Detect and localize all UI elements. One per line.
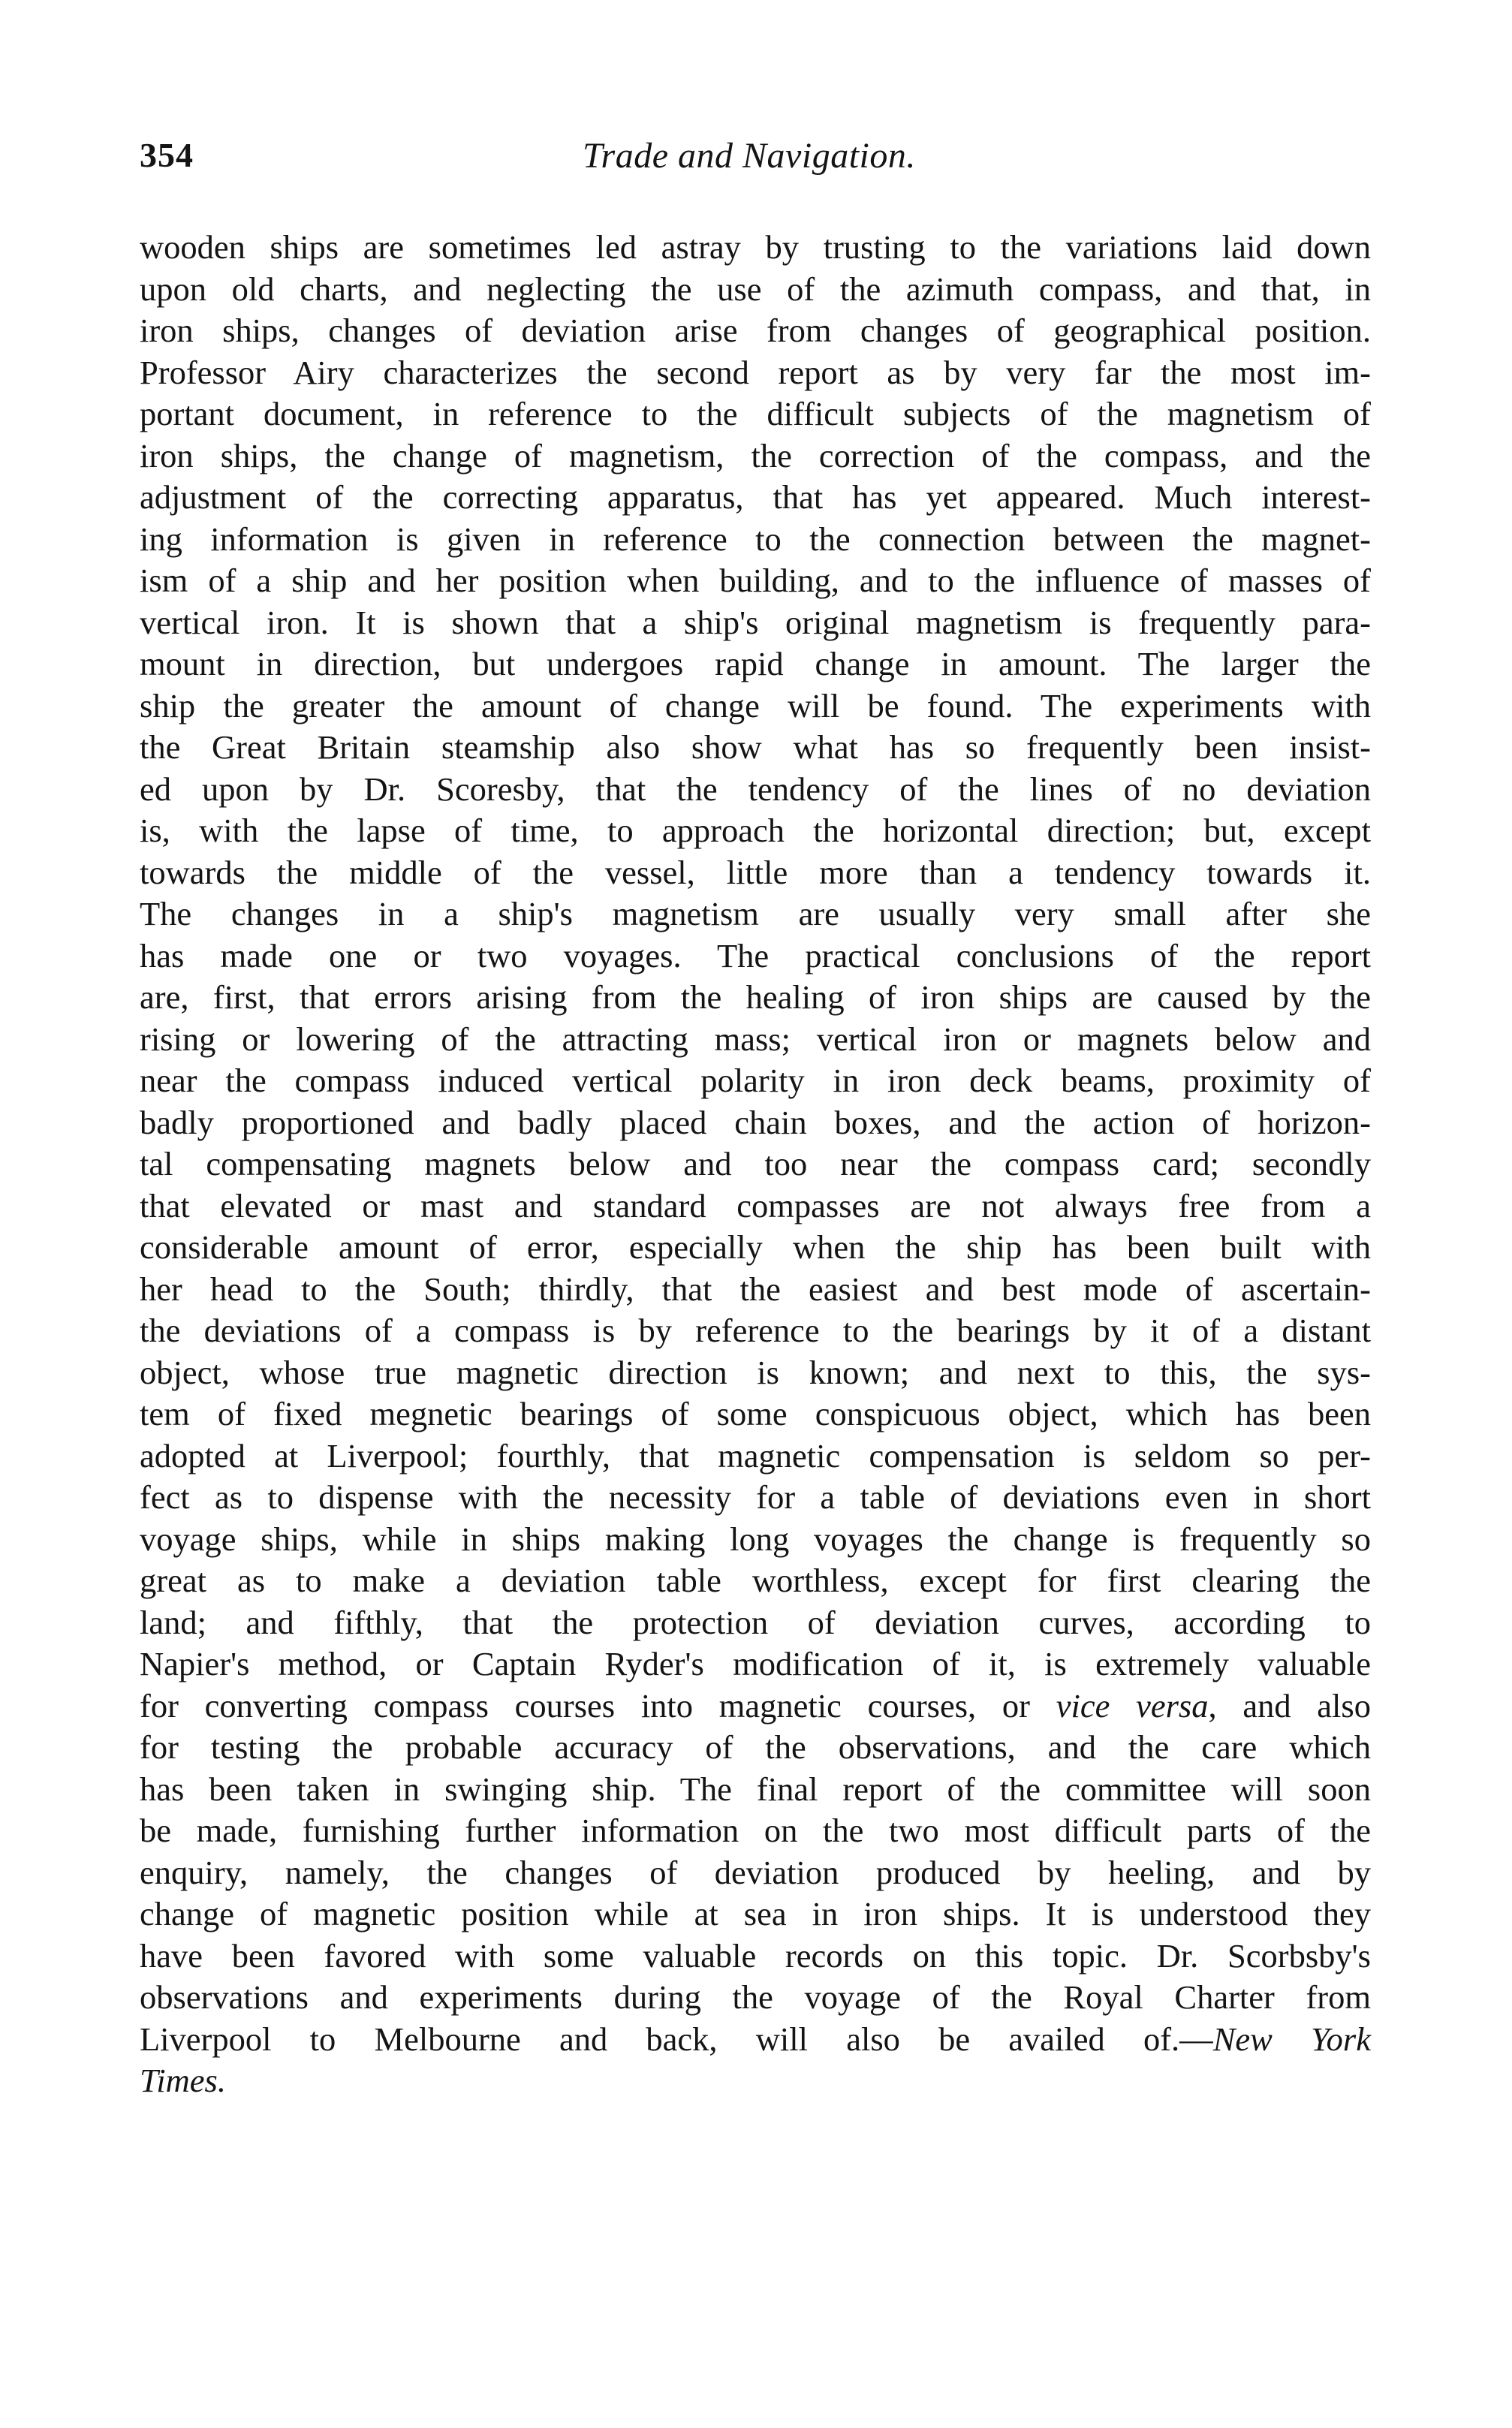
text-line: ship the greater the amount of change will be found. The experiments with (140, 686, 1371, 724)
text-line: Liverpool to Melbourne and back, will also be availed of.—New York (140, 2020, 1371, 2058)
italic-phrase: vice versa (1056, 1686, 1209, 1725)
text-line: the Great Britain steamship also show what has so frequently been insist- (140, 728, 1371, 766)
text-line: Napier's method, or Captain Ryder's modification of it, is extremely valuable (140, 1645, 1371, 1682)
text-line: near the compass induced vertical polarity in iron deck beams, proximity of (140, 1062, 1371, 1099)
text-line: change of magnetic position while at sea in iron ships. It is understood they (140, 1895, 1371, 1932)
italic-phrase: New York (1212, 2020, 1371, 2058)
text-line: iron ships, changes of deviation arise from changes of geographical position. (140, 312, 1371, 349)
page-number: 354 (140, 136, 194, 174)
text-line: are, first, that errors arising from the healing of iron ships are caused by the (140, 978, 1371, 1016)
text-line: for converting compass courses into magnetic courses, or vice versa, and also (140, 1686, 1371, 1725)
page-header (140, 135, 1371, 188)
text-line: fect as to dispense with the necessity for a table of deviations even in short (140, 1478, 1371, 1516)
text-line: for testing the probable accuracy of the observations, and the care which (140, 1728, 1371, 1766)
text-line: enquiry, namely, the changes of deviation produced by heeling, and by (140, 1853, 1371, 1891)
text-line: towards the middle of the vessel, little more than a tendency towards it. (140, 853, 1371, 891)
text-line: be made, furnishing further information on the two most difficult parts of the (140, 1812, 1371, 1849)
text-line: great as to make a deviation table worthless, except for first clearing the (140, 1562, 1371, 1599)
text-line: tal compensating magnets below and too near the compass card; secondly (140, 1145, 1371, 1182)
text-line: is, with the lapse of time, to approach the horizontal direction; but, except (140, 812, 1371, 849)
text-line: ing information is given in reference to the connection between the magnet- (140, 520, 1371, 558)
running-head: Trade and Navigation. (583, 136, 916, 176)
text-line: The changes in a ship's magnetism are usually very small after she (140, 895, 1371, 932)
text-line: her head to the South; thirdly, that the easiest and best mode of ascertain- (140, 1270, 1371, 1308)
text-line: ism of a ship and her position when building, and to the influence of masses of (140, 562, 1371, 599)
text-line: has made one or two voyages. The practical conclusions of the report (140, 936, 1371, 975)
text-line: ed upon by Dr. Scoresby, that the tendency of the lines of no deviation (140, 770, 1371, 808)
text-line: Professor Airy characterizes the second report as by very far the most im- (140, 353, 1371, 391)
text-line: adopted at Liverpool; fourthly, that magnetic compensation is seldom so per- (140, 1436, 1371, 1475)
text-line: voyage ships, while in ships making long voyages the change is frequently so (140, 1520, 1371, 1558)
text-line: vertical iron. It is shown that a ship's original magnetism is frequently para- (140, 603, 1371, 641)
text-line: has been taken in swinging ship. The final report of the committee will soon (140, 1770, 1371, 1808)
text-line: that elevated or mast and standard compasses are not always free from a (140, 1186, 1371, 1225)
text-line: observations and experiments during the voyage of the Royal Charter from (140, 1978, 1371, 2016)
text-line: mount in direction, but undergoes rapid change in amount. The larger the (140, 645, 1371, 682)
text-line: considerable amount of error, especially when the ship has been built with (140, 1228, 1371, 1266)
text-line: rising or lowering of the attracting mass; vertical iron or magnets below and (140, 1020, 1371, 1058)
text-line: portant document, in reference to the difficult subjects of the magnetism of (140, 395, 1371, 432)
text-line: land; and fifthly, that the protection of deviation curves, according to (140, 1603, 1371, 1641)
text-line: have been favored with some valuable records on this topic. Dr. Scorbsby's (140, 1936, 1371, 1975)
text-line: object, whose true magnetic direction is known; and next to this, the sys- (140, 1353, 1371, 1391)
text-line: upon old charts, and neglecting the use of the azimuth compass, and that, in (140, 270, 1371, 308)
text-line: badly proportioned and badly placed chain boxes, and the action of horizon- (140, 1103, 1371, 1141)
text-line: wooden ships are sometimes led astray by trusting to the variations laid down (140, 228, 1371, 266)
text-line: the deviations of a compass is by reference to the bearings by it of a distant (140, 1312, 1371, 1349)
article-body (140, 227, 1371, 2102)
text-line: tem of fixed megnetic bearings of some conspicuous object, which has been (140, 1395, 1371, 1432)
text-line-signature: Times. (140, 2062, 226, 2099)
text-line: adjustment of the correcting apparatus, that has yet appeared. Much interest- (140, 478, 1371, 516)
text-line: iron ships, the change of magnetism, the correction of the compass, and the (140, 436, 1371, 474)
